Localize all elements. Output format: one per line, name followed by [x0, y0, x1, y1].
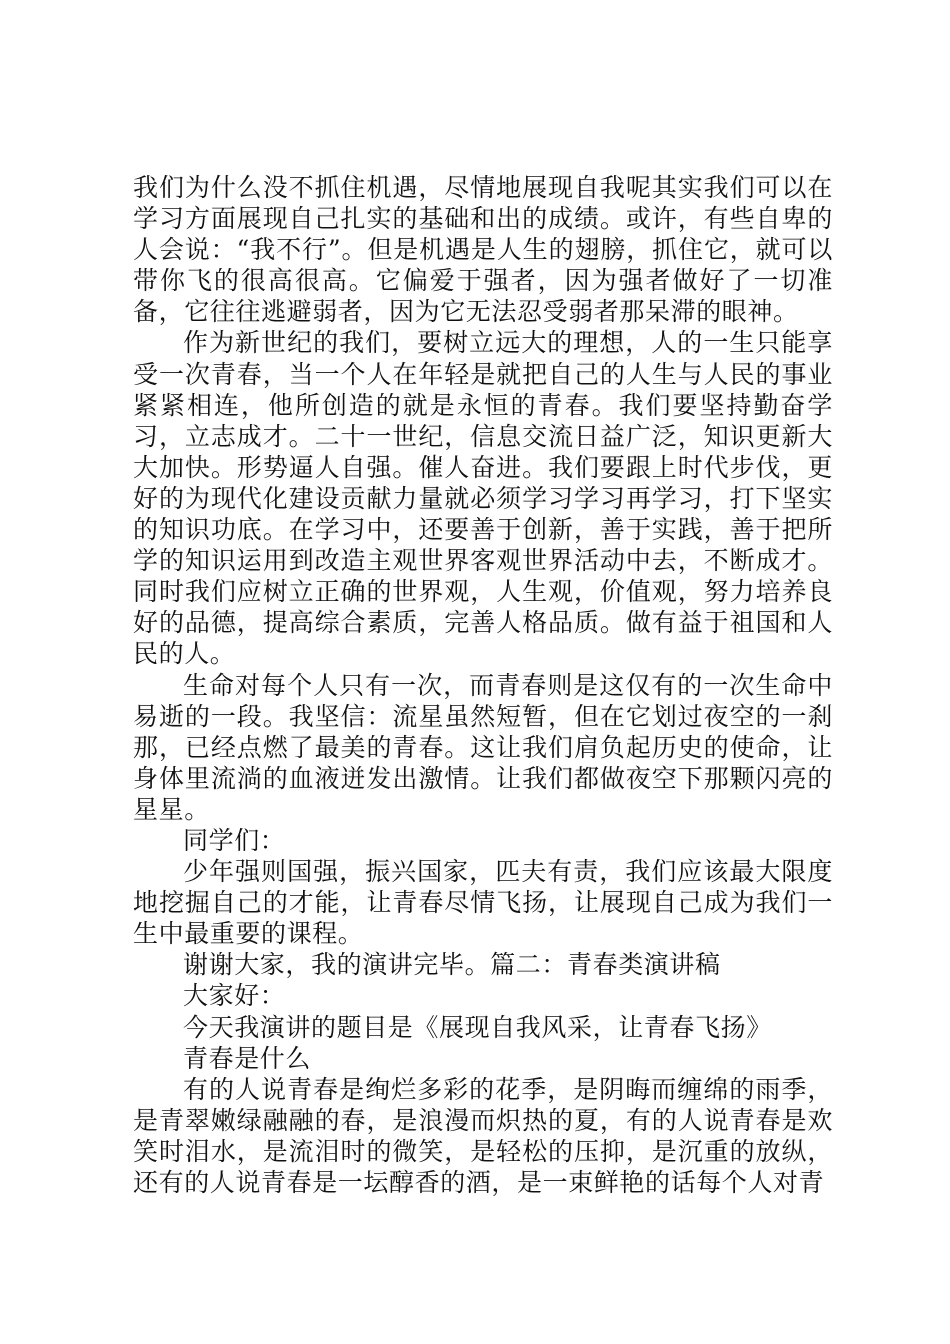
paragraph-10: 有的人说青春是绚烂多彩的花季，是阴晦而缠绵的雨季，是青翠嫩绿融融的春，是浪漫而炽热的夏，有的人说青春是欢笑时泪水，是流泪时的微笑，是轻松的压抑，是沉重的放纵，还有的人说青春是一坛醇香的酒，是一束鲜艳的话每个人对青 — [133, 1074, 833, 1197]
paragraph-1: 我们为什么没不抓住机遇，尽情地展现自我呢其实我们可以在学习方面展现自己扎实的基础和出的成绩。或许，有些自卑的人会说：“我不行”。但是机遇是人生的翅膀，抓住它，就可以带你飞的很高很高。它偏爱于强者，因为强者做好了一切准备，它往往逃避弱者，因为它无法忍受弱者那呆滞的眼神。 — [133, 173, 833, 327]
paragraph-3: 生命对每个人只有一次，而青春则是这仅有的一次生命中易逝的一段。我坚信：流星虽然短暂，但在它划过夜空的一刹那，已经点燃了最美的青春。这让我们肩负起历史的使命，让身体里流淌的血液迸发出激情。让我们都做夜空下那颗闪亮的星星。 — [133, 670, 833, 824]
paragraph-7: 大家好： — [183, 981, 286, 1011]
paragraph-9: 青春是什么 — [183, 1043, 312, 1073]
paragraph-2: 作为新世纪的我们，要树立远大的理想，人的一生只能享受一次青春，当一个人在年轻是就把自己的人生与人民的事业紧紧相连，他所创造的就是永恒的青春。我们要坚持勤奋学习，立志成才。二十一世纪，信息交流日益广泛，知识更新大大加快。形势逼人自强。催人奋进。我们要跟上时代步伐，更好的为现代化建设贡献力量就必须学习学习再学习，打下坚实的知识功底。在学习中，还要善于创新，善于实践，善于把所学的知识运用到改造主观世界客观世界活动中去，不断成才。同时我们应树立正确的世界观，人生观，价值观，努力培养良好的品德，提高综合素质，完善人格品质。做有益于祖国和人民的人。 — [133, 328, 833, 669]
paragraph-4: 同学们： — [183, 825, 286, 855]
paragraph-6: 谢谢大家，我的演讲完毕。篇二：青春类演讲稿 — [183, 950, 721, 980]
document-body — [133, 172, 833, 1198]
paragraph-8: 今天我演讲的题目是《展现自我风采，让青春飞扬》 — [183, 1012, 772, 1042]
paragraph-5: 少年强则国强，振兴国家，匹夫有责，我们应该最大限度地挖掘自己的才能，让青春尽情飞扬，让展现自己成为我们一生中最重要的课程。 — [133, 857, 833, 949]
